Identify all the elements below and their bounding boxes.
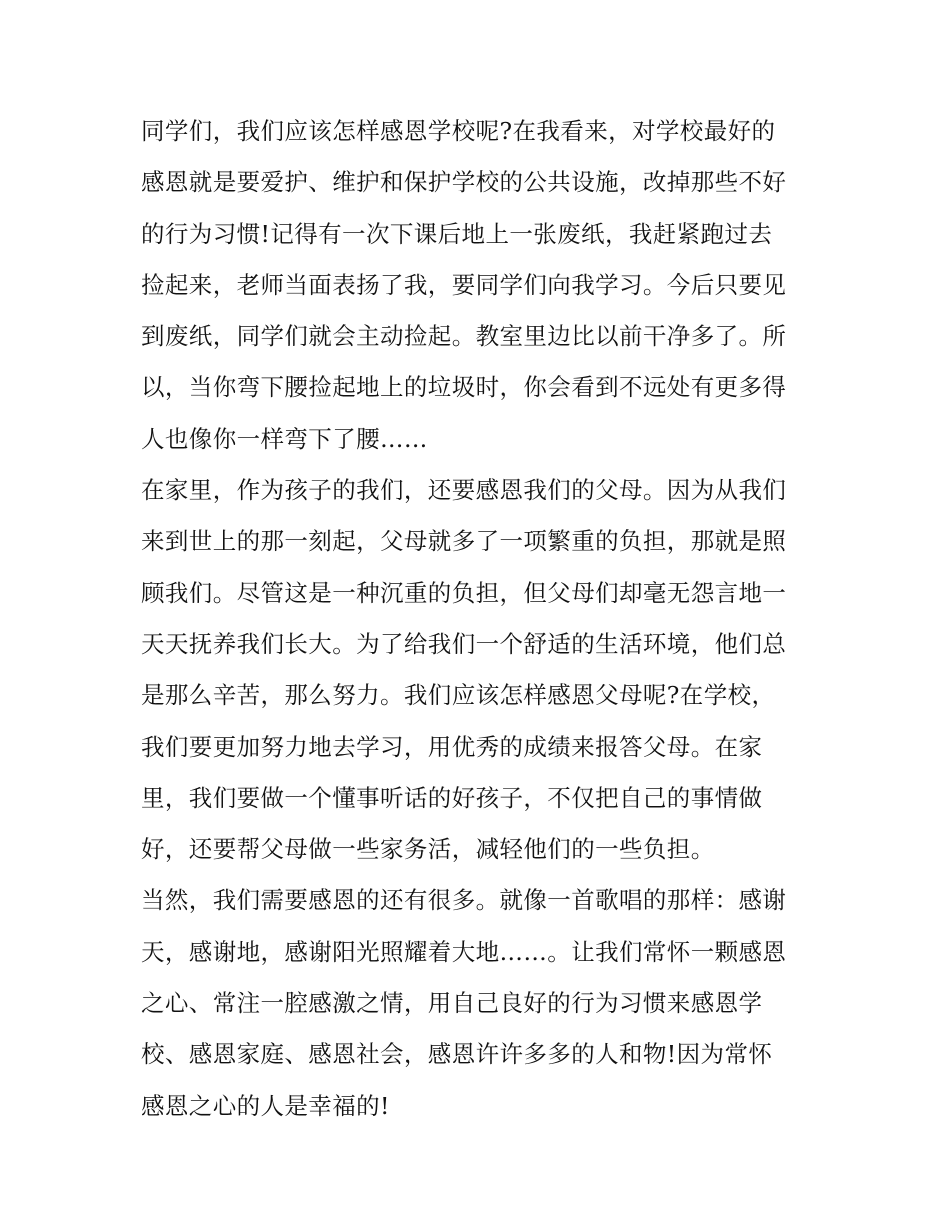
text-line: 当然，我们需要感恩的还有很多。就像一首歌唱的那样：感谢 bbox=[141, 886, 787, 915]
text-line: 顾我们。尽管这是一种沉重的负担，但父母们却毫无怨言地一 bbox=[141, 578, 787, 607]
text-line: 我们要更加努力地去学习，用优秀的成绩来报答父母。在家 bbox=[141, 732, 763, 761]
document-body bbox=[141, 106, 813, 1132]
text-line: 捡起来，老师当面表扬了我，要同学们向我学习。今后只要见 bbox=[141, 270, 787, 299]
text-line: 感恩就是要爱护、维护和保护学校的公共设施，改掉那些不好 bbox=[141, 168, 787, 197]
text-line: 的行为习惯!记得有一次下课后地上一张废纸，我赶紧跑过去 bbox=[141, 219, 773, 248]
text-line: 感恩之心的人是幸福的! bbox=[141, 1091, 390, 1120]
text-line: 人也像你一样弯下了腰…… bbox=[141, 424, 428, 453]
text-line: 在家里，作为孩子的我们，还要感恩我们的父母。因为从我们 bbox=[141, 476, 787, 505]
text-line: 校、感恩家庭、感恩社会，感恩许许多多的人和物!因为常怀 bbox=[141, 1040, 773, 1069]
text-line: 天，感谢地，感谢阳光照耀着大地……。让我们常怀一颗感恩 bbox=[141, 937, 787, 966]
text-line: 是那么辛苦，那么努力。我们应该怎样感恩父母呢?在学校， bbox=[141, 681, 776, 710]
text-line: 里，我们要做一个懂事听话的好孩子，不仅把自己的事情做 bbox=[141, 783, 763, 812]
text-line: 以，当你弯下腰捡起地上的垃圾时，你会看到不远处有更多得 bbox=[141, 373, 787, 402]
text-line: 好，还要帮父母做一些家务活，减轻他们的一些负担。 bbox=[141, 835, 715, 864]
text-line: 天天抚养我们长大。为了给我们一个舒适的生活环境，他们总 bbox=[141, 629, 787, 658]
text-line: 之心、常注一腔感激之情，用自己良好的行为习惯来感恩学 bbox=[141, 989, 763, 1018]
text-line: 来到世上的那一刻起，父母就多了一项繁重的负担，那就是照 bbox=[141, 527, 787, 556]
text-line: 到废纸，同学们就会主动捡起。教室里边比以前干净多了。所 bbox=[141, 322, 787, 351]
text-line: 同学们，我们应该怎样感恩学校呢?在我看来，对学校最好的 bbox=[141, 117, 776, 145]
